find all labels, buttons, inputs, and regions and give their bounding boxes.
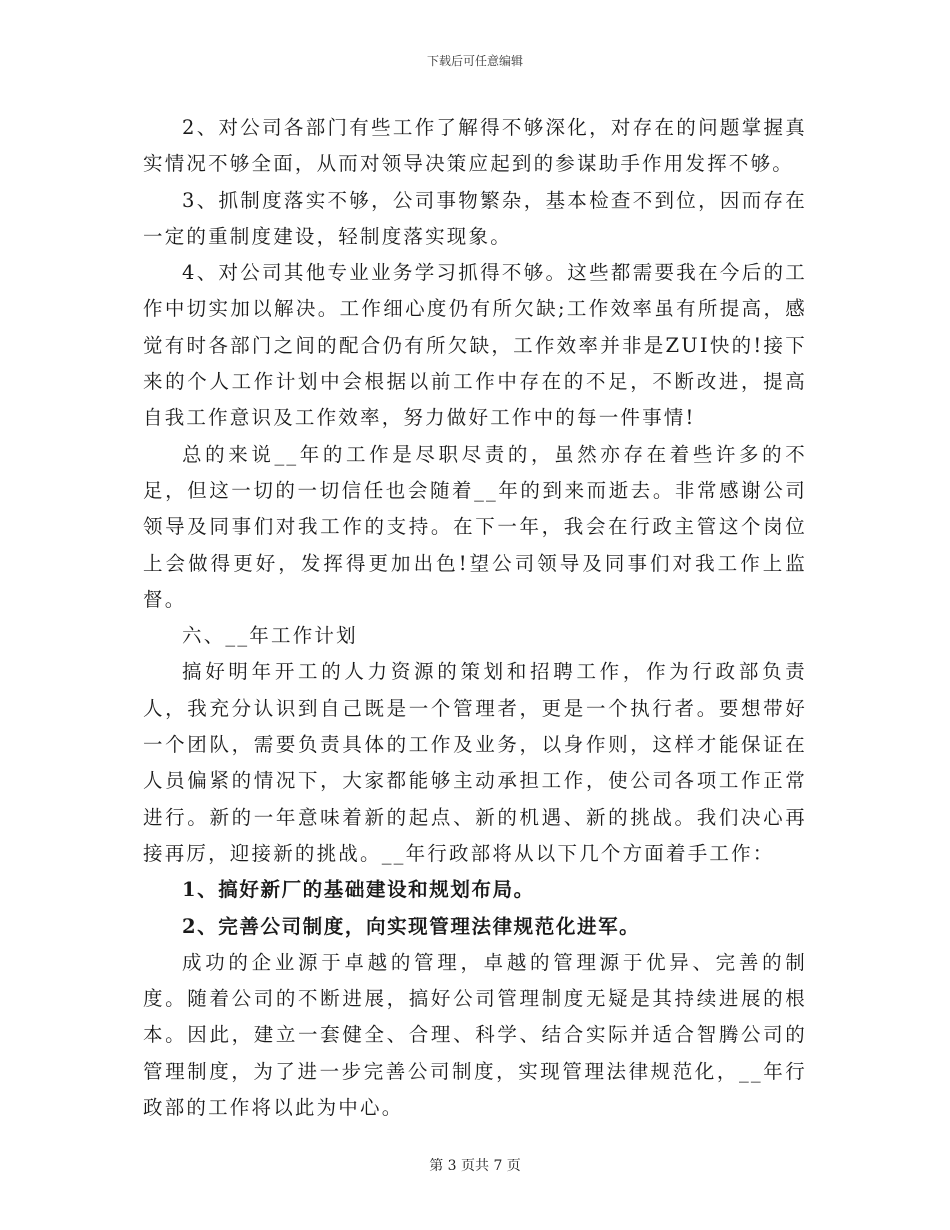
paragraph-summary: 总的来说__年的工作是尽职尽责的，虽然亦存在着些许多的不足，但这一切的一切信任也会随着__年的到来而逝去。非常感谢公司领导及同事们对我工作的支持。在下一年，我会在行政主管这个岗位上会做得更好，发挥得更加出色!望公司领导及同事们对我工作上监督。 (143, 442, 807, 611)
plan-item-1: 1、搞好新厂的基础建设和规划布局。 (182, 878, 535, 902)
page-header: 下载后可任意编辑 (426, 54, 523, 68)
paragraph-item-2: 2、对公司各部门有些工作了解得不够深化，对存在的问题掌握真实情况不够全面，从而对领导决策应起到的参谋助手作用发挥不够。 (143, 116, 807, 176)
paragraph-item-4: 4、对公司其他专业业务学习抓得不够。这些都需要我在今后的工作中切实加以解决。工作细心度仍有所欠缺;工作效率虽有所提高，感觉有时各部门之间的配合仍有所欠缺，工作效率并非是ZUI快的!接下来的个人工作计划中会根据以前工作中存在的不足，不断改进，提高自我工作意识及工作效率，努力做好工作中的每一件事情! (143, 261, 807, 430)
page-footer: 第 3 页共 7 页 (429, 1158, 521, 1174)
paragraph-plan-intro: 搞好明年开工的人力资源的策划和招聘工作，作为行政部负责人，我充分认识到自己既是一个管理者，更是一个执行者。要想带好一个团队，需要负责具体的工作及业务，以身作则，这样才能保证在人员偏紧的情况下，大家都能够主动承担工作，使公司各项工作正常进行。新的一年意味着新的起点、新的机遇、新的挑战。我们决心再接再厉，迎接新的挑战。__年行政部将从以下几个方面着手工作： (143, 660, 807, 865)
document-body (143, 110, 807, 1126)
section-heading-work-plan: 六、__年工作计划 (182, 624, 358, 648)
paragraph-item-3: 3、抓制度落实不够，公司事物繁杂，基本检查不到位，因而存在一定的重制度建设，轻制度落实现象。 (143, 188, 807, 248)
paragraph-management: 成功的企业源于卓越的管理，卓越的管理源于优异、完善的制度。随着公司的不断进展，搞好公司管理制度无疑是其持续进展的根本。因此，建立一套健全、合理、科学、结合实际并适合智腾公司的管理制度，为了进一步完善公司制度，实现管理法律规范化，__年行政部的工作将以此为中心。 (143, 950, 807, 1120)
plan-item-2: 2、完善公司制度，向实现管理法律规范化进军。 (182, 914, 641, 938)
